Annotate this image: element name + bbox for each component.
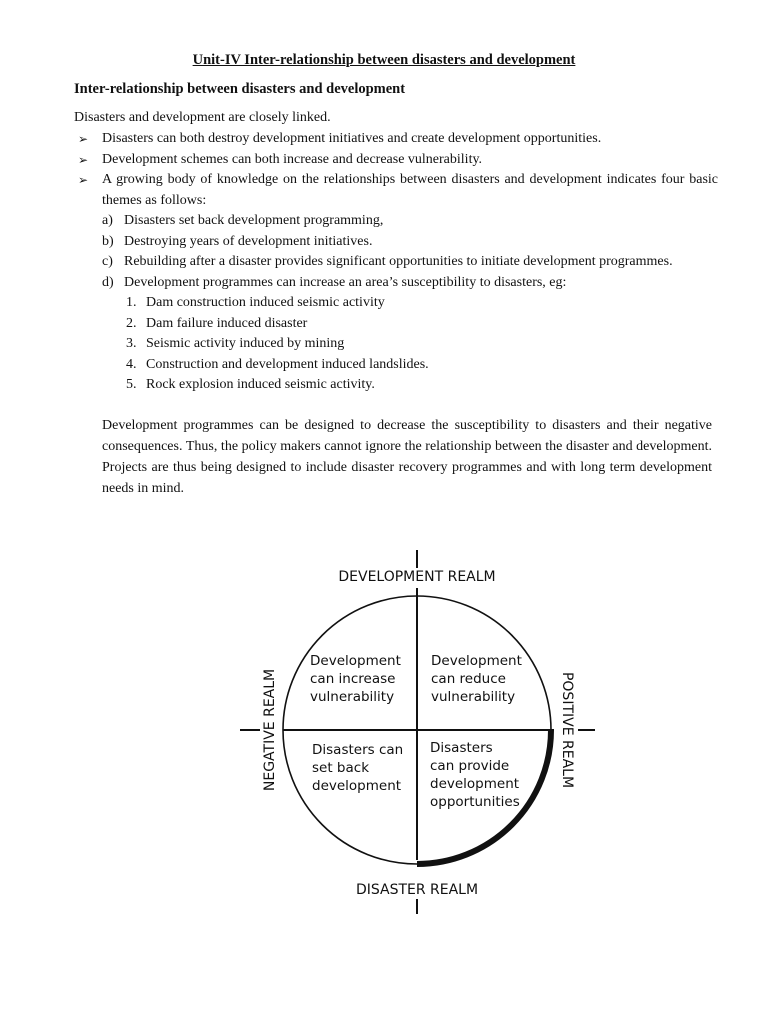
bullet-item bbox=[78, 150, 718, 171]
realm-diagram bbox=[230, 540, 610, 920]
example-number: 3. bbox=[126, 336, 137, 351]
quadrant-bottom-left-line: set back bbox=[312, 760, 370, 776]
theme-label: a) bbox=[102, 213, 113, 228]
example-text: Seismic activity induced by mining bbox=[146, 336, 345, 351]
bullet-item bbox=[78, 170, 718, 396]
theme-text: Destroying years of development initiatives. bbox=[124, 233, 373, 249]
example-item bbox=[124, 375, 718, 396]
example-number: 2. bbox=[126, 315, 137, 331]
quadrant-top-left-line: can increase bbox=[310, 671, 396, 687]
theme-label: c) bbox=[102, 254, 113, 269]
bullet-text: A growing body of knowledge on the relationships between disasters and development indicates four basic themes as follows: bbox=[102, 172, 718, 208]
quadrant-bottom-right-line: Disasters bbox=[430, 740, 493, 756]
quadrant-top-left-line: Development bbox=[310, 653, 401, 669]
negative-realm-label: NEGATIVE REALM bbox=[262, 668, 278, 792]
bullet-list bbox=[78, 129, 718, 396]
theme-list bbox=[102, 211, 718, 396]
arrow-bullet-icon: ➢ bbox=[78, 132, 89, 146]
example-item bbox=[124, 355, 718, 376]
positive-realm-label: POSITIVE REALM bbox=[559, 671, 575, 789]
quadrant-top-right-line: vulnerability bbox=[431, 689, 516, 705]
theme-label: d) bbox=[102, 274, 114, 290]
document-title: Unit-IV Inter-relationship between disasters and development bbox=[192, 52, 576, 68]
bullet-item bbox=[78, 129, 718, 150]
quadrant-bottom-right-line: development bbox=[430, 776, 520, 792]
section-heading: Inter-relationship between disasters and development bbox=[74, 81, 406, 97]
theme-item bbox=[102, 273, 718, 396]
example-item bbox=[124, 293, 718, 314]
example-number: 1. bbox=[126, 295, 137, 310]
example-list bbox=[124, 293, 718, 396]
quadrant-bottom-right-line: can provide bbox=[430, 758, 510, 774]
quadrant-top-right-line: Development bbox=[431, 653, 522, 669]
theme-text: Disasters set back development programming, bbox=[124, 213, 384, 228]
example-number: 5. bbox=[126, 377, 137, 392]
bullet-text: Development schemes can both increase and decrease vulnerability. bbox=[102, 151, 483, 167]
example-item bbox=[124, 334, 718, 355]
theme-text: Rebuilding after a disaster provides significant opportunities to initiate development programmes. bbox=[124, 254, 673, 269]
development-realm-label: DEVELOPMENT REALM bbox=[338, 569, 496, 585]
example-text: Construction and development induced landslides. bbox=[146, 356, 429, 372]
quadrant-top-right-line: can reduce bbox=[431, 671, 506, 687]
intro-paragraph: Disasters and development are closely linked. bbox=[74, 110, 331, 125]
theme-item bbox=[102, 252, 718, 273]
example-item bbox=[124, 314, 718, 335]
theme-label: b) bbox=[102, 233, 114, 249]
bullet-text: Disasters can both destroy development initiatives and create development opportunities. bbox=[102, 131, 602, 146]
disaster-realm-label: DISASTER REALM bbox=[355, 882, 479, 898]
theme-item bbox=[102, 232, 718, 253]
quadrant-bottom-left-line: development bbox=[312, 778, 402, 794]
quadrant-top-left-line: vulnerability bbox=[310, 689, 395, 705]
example-number: 4. bbox=[126, 356, 137, 372]
example-text: Rock explosion induced seismic activity. bbox=[146, 377, 375, 392]
arrow-bullet-icon: ➢ bbox=[78, 152, 89, 167]
arrow-bullet-icon: ➢ bbox=[78, 173, 89, 187]
theme-item bbox=[102, 211, 718, 232]
conclusion-paragraph: Development programmes can be designed to decrease the susceptibility to disasters and their negative consequences. Thus, the policy makers cannot ignore the relationship between the disaster and development. Projects are thus being designed to include disaster recovery programmes and with long term development needs in mind. bbox=[102, 418, 712, 496]
example-text: Dam failure induced disaster bbox=[146, 315, 308, 331]
example-text: Dam construction induced seismic activity bbox=[146, 295, 385, 310]
quadrant-bottom-right-line: opportunities bbox=[430, 794, 520, 810]
quadrant-bottom-left-line: Disasters can bbox=[312, 742, 404, 758]
theme-text: Development programmes can increase an area’s susceptibility to disasters, eg: bbox=[124, 274, 567, 290]
